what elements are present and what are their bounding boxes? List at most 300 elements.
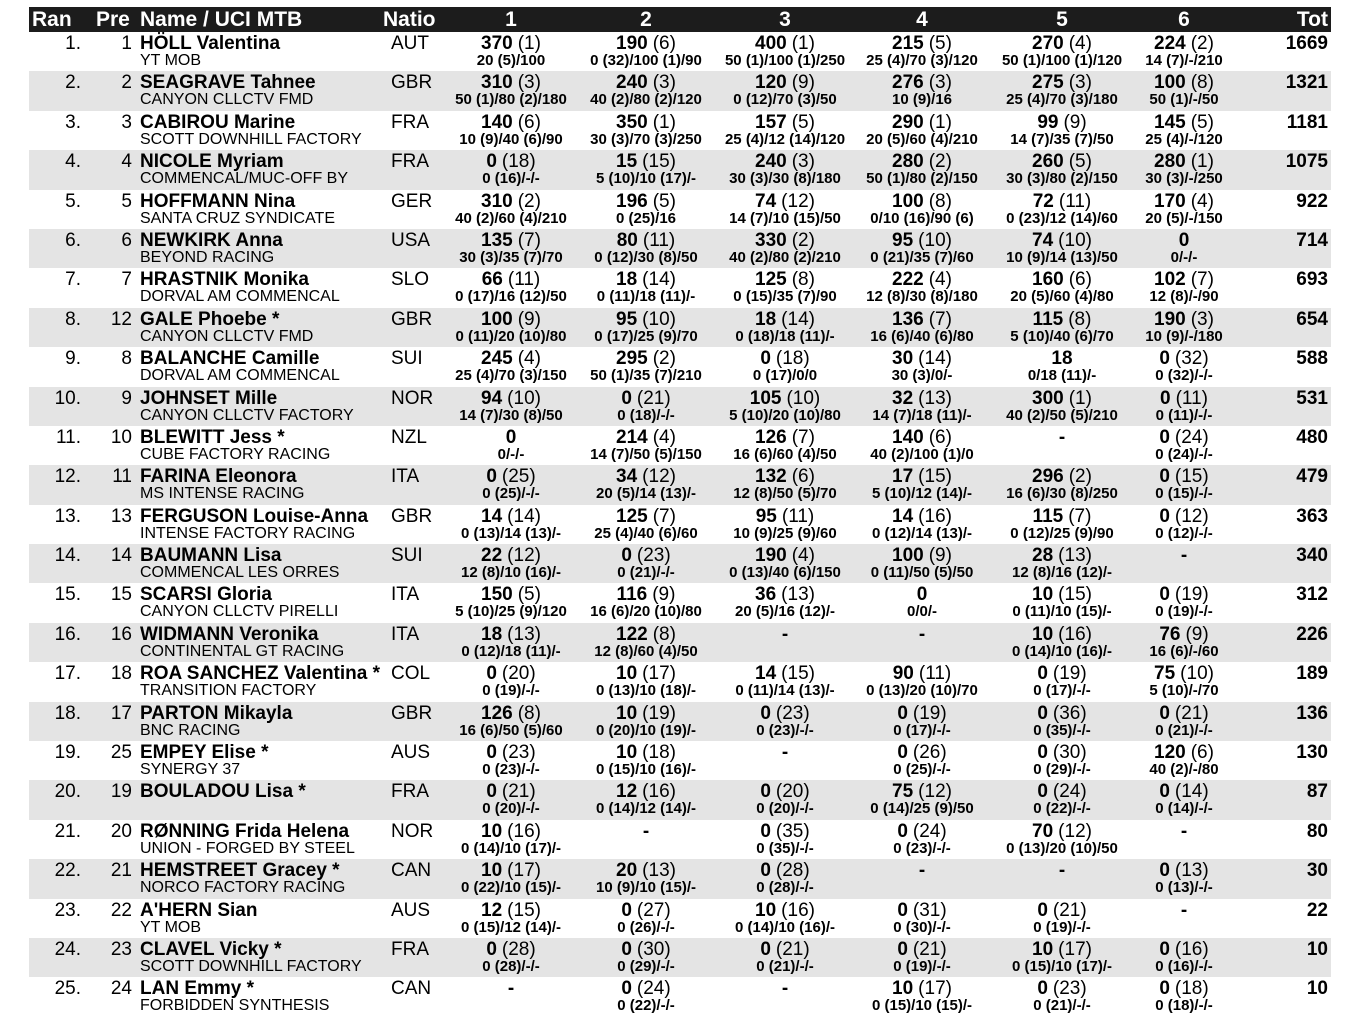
round-6-points	[1181, 821, 1187, 843]
round-points: 0	[916, 584, 928, 606]
nation-cell: SUI	[391, 545, 423, 567]
team-name: YT MOB	[140, 918, 202, 936]
team-name: COMMENCAL LES ORRES	[140, 564, 340, 582]
round-points: 0	[897, 938, 908, 960]
round-6-detail: 40 (2)/-/80	[1149, 761, 1219, 779]
table-row	[29, 544, 1331, 583]
previous-rank-cell: 1	[121, 33, 132, 54]
table-row	[29, 71, 1331, 110]
round-position: (6)	[791, 466, 815, 488]
round-position: (20)	[775, 781, 810, 803]
round-2-detail: 30 (3)/70 (3)/250	[590, 130, 702, 148]
round-5-detail: 0 (22)/-/-	[1033, 800, 1091, 818]
round-position: (14)	[918, 348, 952, 370]
round-points: 18	[616, 269, 638, 291]
round-6-detail: 12 (8)/-/90	[1149, 288, 1219, 306]
previous-rank-cell: 13	[110, 505, 132, 527]
round-points: 90	[892, 663, 914, 685]
round-position: (31)	[912, 899, 947, 921]
round-points: 100	[892, 545, 924, 567]
round-position: (15)	[642, 151, 676, 173]
round-points: 80	[616, 229, 638, 251]
team-name: SCOTT DOWNHILL FACTORY	[140, 957, 362, 975]
round-position: (24)	[636, 978, 671, 1000]
total-points: 714	[1296, 229, 1328, 251]
round-5-detail: 25 (4)/70 (3)/180	[1006, 91, 1118, 109]
round-4-detail: 20 (5)/60 (4)/210	[866, 130, 978, 148]
round-position: (27)	[636, 899, 671, 921]
rider-name: JOHNSET Mille	[140, 387, 278, 409]
total-points: 363	[1296, 505, 1328, 527]
round-3-detail: 20 (5)/16 (12)/-	[734, 603, 836, 621]
round-position: (8)	[517, 702, 541, 724]
round-points: 95	[892, 229, 914, 251]
round-2-detail: 0 (11)/18 (11)/-	[596, 288, 696, 306]
round-points: 15	[616, 151, 638, 173]
rank-cell: 9.	[65, 348, 81, 370]
team-name: BNC RACING	[140, 721, 241, 739]
rider-name: BLEWITT Jess *	[140, 426, 285, 448]
round-points: 72	[1032, 190, 1054, 212]
round-position: (17)	[918, 978, 952, 1000]
round-position: (15)	[918, 466, 952, 488]
total-points: 87	[1306, 781, 1328, 803]
round-5-detail: 16 (6)/30 (8)/250	[1006, 485, 1118, 503]
nation-cell: NOR	[391, 387, 434, 409]
table-row	[29, 32, 1331, 71]
round-1-detail: 14 (7)/30 (8)/50	[459, 406, 563, 424]
round-1-detail: 40 (2)/60 (4)/210	[455, 209, 567, 227]
table-row	[29, 465, 1331, 504]
rank-cell: 8.	[65, 308, 81, 330]
round-position: (6)	[1068, 269, 1092, 291]
round-position: (21)	[912, 938, 947, 960]
round-4-detail: 12 (8)/30 (8)/180	[866, 288, 978, 306]
round-points: 17	[892, 466, 914, 488]
round-points: 290	[892, 111, 924, 133]
round-position: (13)	[781, 584, 815, 606]
round-points: 0	[760, 820, 771, 842]
round-position: (12)	[1174, 505, 1209, 527]
round-5-detail: 30 (3)/80 (2)/150	[1006, 170, 1118, 188]
round-5-detail: 0 (23)/12 (14)/60	[1006, 209, 1118, 227]
round-position: (3)	[928, 72, 952, 94]
rider-name: BOULADOU Lisa *	[140, 781, 306, 803]
round-position: (10)	[1180, 663, 1214, 685]
round-position: (2)	[652, 348, 676, 370]
round-points: 0	[486, 742, 497, 764]
round-position: (14)	[642, 269, 676, 291]
team-name: SANTA CRUZ SYNDICATE	[140, 209, 335, 227]
round-4-points	[919, 860, 925, 882]
round-4-detail: 30 (3)/0/-	[891, 367, 953, 385]
round-position: (17)	[642, 663, 676, 685]
round-3-detail: 0 (23)/-/-	[756, 721, 814, 739]
round-position: (12)	[642, 466, 676, 488]
round-points: 140	[481, 111, 513, 133]
round-position: (2)	[791, 229, 815, 251]
round-position: (16)	[1174, 938, 1209, 960]
round-4-detail: 0 (17)/-/-	[893, 721, 951, 739]
round-5-detail: 0 (21)/-/-	[1033, 997, 1091, 1015]
round-points: 115	[1032, 308, 1064, 330]
round-points: -	[1180, 545, 1188, 567]
total-points: 340	[1296, 545, 1328, 567]
round-2-detail: 0 (25)/16	[615, 209, 677, 227]
round-6-detail: 50 (1)/-/50	[1149, 91, 1219, 109]
round-points: 10	[1032, 938, 1054, 960]
previous-rank-cell: 25	[110, 742, 132, 764]
round-6-detail: 16 (6)/-/60	[1149, 642, 1219, 660]
round-1-detail: 0 (12)/18 (11)/-	[461, 642, 561, 660]
round-position: (14)	[781, 308, 815, 330]
header-round-3: 3	[779, 8, 791, 31]
header-round-1: 1	[505, 8, 517, 31]
nation-cell: SUI	[391, 348, 423, 370]
header-round-5: 5	[1056, 8, 1068, 31]
round-position: (11)	[781, 505, 815, 527]
rider-name: WIDMANN Veronika	[140, 623, 319, 645]
previous-rank-cell: 23	[110, 938, 132, 960]
round-points: 0	[760, 781, 771, 803]
round-4-detail: 10 (9)/16	[891, 91, 953, 109]
round-position: (11)	[642, 229, 676, 251]
round-points: 0	[1159, 781, 1170, 803]
header-round-2: 2	[640, 8, 652, 31]
round-points: 295	[616, 348, 648, 370]
round-position: (4)	[652, 426, 676, 448]
round-points: 0	[1159, 426, 1170, 448]
rider-name: NICOLE Myriam	[140, 151, 284, 173]
round-points: 120	[755, 72, 787, 94]
round-position: (9)	[1063, 111, 1087, 133]
round-points: 0	[505, 426, 517, 448]
round-6-detail: 0 (16)/-/-	[1155, 957, 1213, 975]
round-position: (17)	[1058, 938, 1092, 960]
round-4-detail: 5 (10)/12 (14)/-	[871, 485, 973, 503]
round-position: (24)	[1052, 781, 1087, 803]
rider-name: FERGUSON Louise-Anna	[140, 505, 369, 527]
previous-rank-cell: 8	[121, 348, 132, 370]
round-1-detail: 30 (3)/35 (7)/70	[459, 248, 563, 266]
round-position: (7)	[1190, 269, 1214, 291]
round-4-detail: 0 (12)/14 (13)/-	[871, 524, 973, 542]
round-position: (6)	[1190, 742, 1214, 764]
round-points: 0	[621, 387, 632, 409]
round-position: (7)	[928, 308, 952, 330]
round-points: 126	[481, 702, 513, 724]
round-points: 0	[1159, 348, 1170, 370]
total-points: 10	[1306, 938, 1328, 960]
round-position: (28)	[775, 860, 810, 882]
total-points: 1321	[1285, 72, 1328, 94]
previous-rank-cell: 17	[110, 702, 132, 724]
round-position: (36)	[1052, 702, 1087, 724]
team-name: FORBIDDEN SYNTHESIS	[140, 997, 330, 1015]
round-1-detail: 0 (14)/10 (17)/-	[460, 839, 562, 857]
round-position: (28)	[501, 938, 536, 960]
round-1-points	[508, 978, 514, 1000]
rank-cell: 17.	[54, 663, 81, 685]
round-position: (8)	[652, 623, 676, 645]
round-position: (32)	[1174, 348, 1209, 370]
round-4-detail: 0 (23)/-/-	[893, 839, 951, 857]
team-name: CUBE FACTORY RACING	[140, 445, 331, 463]
team-name: DORVAL AM COMMENCAL	[140, 367, 340, 385]
rider-name: HEMSTREET Gracey *	[140, 860, 340, 882]
round-position: (7)	[1068, 505, 1092, 527]
round-points: 190	[755, 545, 787, 567]
round-4-detail: 0 (19)/-/-	[893, 957, 951, 975]
round-2-detail: 0 (20)/10 (19)/-	[595, 721, 697, 739]
round-5-detail: 0/18 (11)/-	[1027, 367, 1097, 385]
round-points: -	[642, 820, 650, 842]
round-1-detail: 50 (1)/80 (2)/180	[455, 91, 567, 109]
rider-name: EMPEY Elise *	[140, 742, 269, 764]
total-points: 479	[1296, 466, 1328, 488]
rank-cell: 10.	[54, 387, 81, 409]
round-3-points	[782, 742, 788, 764]
round-position: (7)	[652, 505, 676, 527]
round-points: 0	[486, 663, 497, 685]
round-1-detail: 0 (15)/12 (14)/-	[460, 918, 562, 936]
nation-cell: ITA	[391, 623, 420, 645]
round-6-points	[1181, 545, 1187, 567]
round-6-detail: 5 (10)/-/70	[1149, 682, 1219, 700]
header-nation: Natio	[383, 8, 436, 31]
nation-cell: GBR	[391, 308, 433, 330]
table-row	[29, 190, 1331, 229]
nation-cell: AUS	[391, 899, 431, 921]
round-position: (6)	[517, 111, 541, 133]
round-position: (5)	[1068, 151, 1092, 173]
round-1-detail: 0 (11)/20 (10)/80	[455, 327, 567, 345]
round-points: 310	[481, 72, 513, 94]
round-position: (21)	[775, 938, 810, 960]
team-name: COMMENCAL/MUC-OFF BY	[140, 170, 348, 188]
round-points: 10	[616, 702, 638, 724]
table-row	[29, 702, 1331, 741]
team-name: MS INTENSE RACING	[140, 485, 305, 503]
round-points: 125	[616, 505, 648, 527]
round-points: -	[1180, 820, 1188, 842]
team-name: UNION - FORGED BY STEEL	[140, 839, 355, 857]
table-row	[29, 347, 1331, 386]
total-points: 136	[1296, 702, 1328, 724]
round-position: (1)	[791, 33, 815, 54]
round-position: (30)	[636, 938, 671, 960]
round-3-detail: 0 (28)/-/-	[756, 879, 814, 897]
round-position: (30)	[1052, 742, 1087, 764]
table-row	[29, 505, 1331, 544]
round-points: 0	[621, 899, 632, 921]
round-position: (12)	[918, 781, 952, 803]
previous-rank-cell: 21	[110, 860, 132, 882]
round-points: 0	[1159, 584, 1170, 606]
round-points: -	[507, 978, 515, 1000]
round-3-detail: 0 (12)/70 (3)/50	[733, 91, 837, 109]
round-points: 0	[1159, 505, 1170, 527]
round-position: (2)	[517, 190, 541, 212]
round-position: (1)	[652, 111, 676, 133]
round-4-detail: 16 (6)/40 (6)/80	[870, 327, 974, 345]
round-3-detail: 0 (35)/-/-	[756, 839, 814, 857]
round-points: 115	[1032, 505, 1064, 527]
round-position: (1)	[928, 111, 952, 133]
round-position: (3)	[1190, 308, 1214, 330]
round-points: 0	[897, 820, 908, 842]
round-5-detail: 5 (10)/40 (6)/70	[1010, 327, 1114, 345]
round-points: 122	[616, 623, 648, 645]
round-2-detail: 0 (21)/-/-	[617, 564, 675, 582]
round-position: (13)	[1058, 545, 1092, 567]
round-3-detail: 50 (1)/100 (1)/250	[724, 52, 846, 69]
rider-name: BALANCHE Camille	[140, 348, 320, 370]
round-points: 370	[481, 33, 513, 54]
round-position: (8)	[928, 190, 952, 212]
round-points: 14	[755, 663, 777, 685]
round-position: (3)	[791, 151, 815, 173]
round-6-detail: 0 (14)/-/-	[1155, 800, 1213, 818]
nation-cell: NOR	[391, 820, 434, 842]
team-name: CANYON CLLCTV PIRELLI	[140, 603, 339, 621]
table-row	[29, 859, 1331, 898]
round-position: (13)	[507, 623, 541, 645]
nation-cell: NZL	[391, 426, 427, 448]
round-points: 10	[755, 899, 777, 921]
round-points: 0	[1159, 860, 1170, 882]
round-2-detail: 0 (32)/100 (1)/90	[590, 52, 702, 69]
round-position: (16)	[781, 899, 815, 921]
round-position: (6)	[928, 426, 952, 448]
round-position: (19)	[1052, 663, 1087, 685]
rank-cell: 18.	[54, 702, 81, 724]
previous-rank-cell: 22	[110, 899, 132, 921]
round-points: 76	[1159, 623, 1181, 645]
round-position: (1)	[1068, 387, 1092, 409]
round-6-detail: 10 (9)/-/180	[1145, 327, 1223, 345]
round-position: (15)	[507, 899, 541, 921]
round-6-detail: 0 (24)/-/-	[1155, 445, 1213, 463]
round-5-detail: 40 (2)/50 (5)/210	[1006, 406, 1118, 424]
round-5-detail: 10 (9)/14 (13)/50	[1006, 248, 1118, 266]
previous-rank-cell: 18	[110, 663, 132, 685]
team-name: BEYOND RACING	[140, 248, 275, 266]
table-row	[29, 111, 1331, 150]
round-2-detail: 0 (13)/10 (18)/-	[595, 682, 697, 700]
round-position: (1)	[1190, 151, 1214, 173]
nation-cell: COL	[391, 663, 431, 685]
rider-name: PARTON Mikayla	[140, 702, 293, 724]
round-position: (21)	[1052, 899, 1087, 921]
rider-name: FARINA Eleonora	[140, 466, 297, 488]
round-5-detail: 0 (12)/25 (9)/90	[1010, 524, 1114, 542]
round-position: (18)	[775, 348, 810, 370]
round-3-detail: 0 (11)/14 (13)/-	[735, 682, 835, 700]
rider-name: HRASTNIK Monika	[140, 269, 309, 291]
round-4-detail: 14 (7)/18 (11)/-	[872, 406, 972, 424]
round-position: (9)	[652, 584, 676, 606]
round-3-detail: 0 (18)/18 (11)/-	[735, 327, 835, 345]
round-points: 75	[892, 781, 914, 803]
rider-name: HÖLL Valentina	[140, 33, 281, 54]
table-row	[29, 741, 1331, 780]
total-points: 922	[1296, 190, 1328, 212]
previous-rank-cell: 16	[110, 623, 132, 645]
round-position: (5)	[928, 33, 952, 54]
round-2-detail: 40 (2)/80 (2)/120	[590, 91, 702, 109]
team-name: CANYON CLLCTV FMD	[140, 91, 314, 109]
round-5-detail: 0 (14)/10 (16)/-	[1011, 642, 1113, 660]
round-points: 0	[1159, 978, 1170, 1000]
round-points: 66	[481, 269, 503, 291]
round-points: 99	[1037, 111, 1059, 133]
round-3-detail: 14 (7)/10 (15)/50	[729, 209, 841, 227]
round-points: 190	[1154, 308, 1186, 330]
total-points: 10	[1306, 978, 1328, 1000]
nation-cell: AUT	[391, 33, 429, 54]
nation-cell: AUS	[391, 742, 431, 764]
round-points: 10	[892, 978, 914, 1000]
header-previous: Pre	[96, 8, 130, 31]
round-points: 260	[1032, 151, 1064, 173]
previous-rank-cell: 15	[110, 584, 132, 606]
round-points: 18	[755, 308, 777, 330]
round-points: 105	[749, 387, 782, 409]
table-row	[29, 583, 1331, 622]
round-points: 95	[755, 505, 777, 527]
round-position: (14)	[1174, 781, 1209, 803]
round-position: (6)	[652, 33, 676, 54]
nation-cell: FRA	[391, 151, 429, 173]
rank-cell: 7.	[65, 269, 81, 291]
previous-rank-cell: 12	[110, 308, 132, 330]
total-points: 531	[1296, 387, 1328, 409]
total-points: 226	[1296, 623, 1328, 645]
round-position: (11)	[918, 663, 952, 685]
round-4-detail: 0/10 (16)/90 (6)	[870, 209, 974, 227]
previous-rank-cell: 9	[121, 387, 132, 409]
table-row	[29, 268, 1331, 307]
previous-rank-cell: 10	[110, 426, 132, 448]
round-position: (15)	[781, 663, 815, 685]
round-1-detail: 20 (5)/100	[476, 52, 546, 69]
total-points: 30	[1306, 860, 1328, 882]
round-position: (20)	[501, 663, 536, 685]
round-points: 280	[892, 151, 924, 173]
rank-cell: 24.	[54, 938, 81, 960]
round-points: 350	[616, 111, 648, 133]
round-points: 20	[616, 860, 638, 882]
round-points: 0	[621, 545, 632, 567]
round-5-detail: 0 (29)/-/-	[1033, 761, 1091, 779]
rider-name: HOFFMANN Nina	[140, 190, 296, 212]
previous-rank-cell: 7	[121, 269, 132, 291]
nation-cell: FRA	[391, 111, 429, 133]
round-6-detail: 0 (13)/-/-	[1155, 879, 1213, 897]
header-total: Tot	[1296, 8, 1328, 31]
round-points: -	[1058, 426, 1066, 448]
round-points: 18	[1051, 348, 1073, 370]
total-points: 1669	[1285, 33, 1328, 54]
round-points: 0	[760, 938, 771, 960]
nation-cell: SLO	[391, 269, 430, 291]
round-1-detail: 0 (17)/16 (12)/50	[455, 288, 567, 306]
rider-name: RØNNING Frida Helena	[140, 820, 350, 842]
rank-cell: 14.	[54, 545, 81, 567]
round-position: (9)	[1185, 623, 1209, 645]
round-points: 275	[1032, 72, 1064, 94]
